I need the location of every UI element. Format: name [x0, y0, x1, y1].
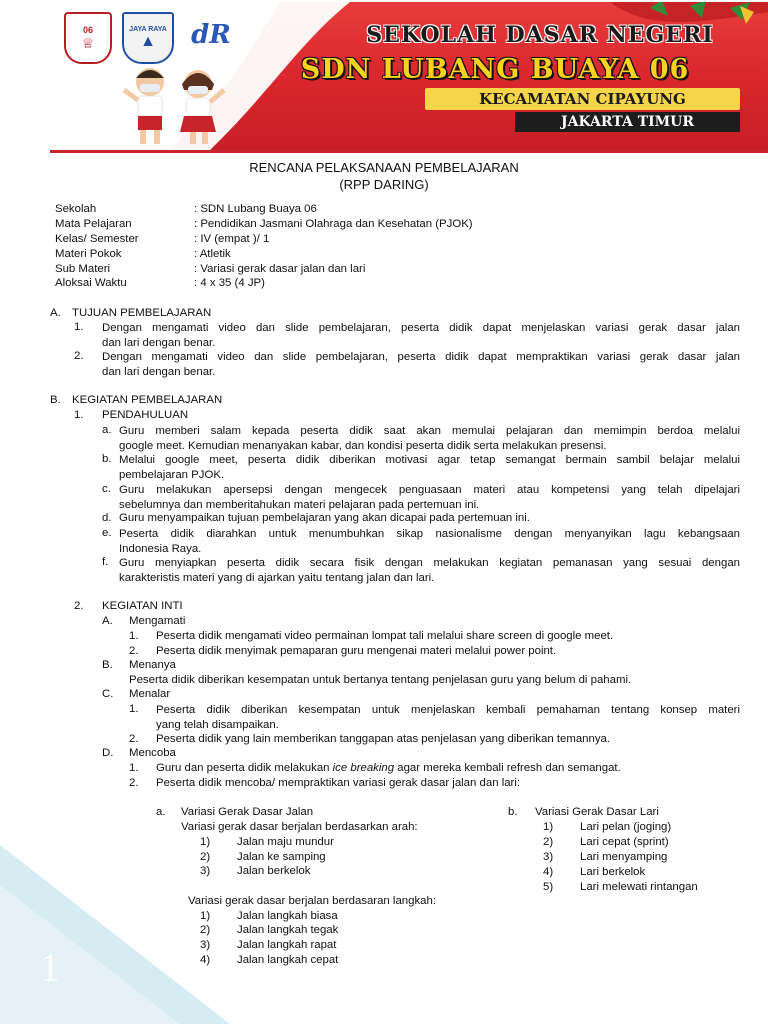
- list-item-line: sebelumnya dan memberitahukan materi pelajaran pada pertemuan ini.: [119, 498, 480, 511]
- list-number: 4): [200, 954, 211, 966]
- school-logo: [64, 12, 112, 64]
- list-item-line: Guru memberi salam kepada peserta didik saat akan memulai pelajaran dan memimpin berdoa melalui: [119, 425, 740, 437]
- list-item-line: karakteristis materi yang di ajarkan yaitu tentang jalan dan lari.: [119, 571, 435, 584]
- list-item-line: Peserta didik diarahkan untuk menumbuhkan sikap nasionalisme dengan menyanyikan lagu kebangsaan: [119, 528, 740, 540]
- list-marker: e.: [102, 527, 112, 539]
- list-number: 2.: [129, 645, 139, 657]
- section-b-marker: B.: [50, 394, 61, 406]
- list-number: 3): [200, 939, 211, 951]
- jakarta-logo-text: JAYA RAYA: [129, 25, 167, 33]
- list-item-line: Guru menyiapkan peserta didik secara fisik dengan melakukan kegiatan pemanasan yang sesuai dengan: [119, 557, 740, 569]
- list-item-text: [119, 424, 740, 453]
- list-item-text: [119, 527, 740, 556]
- activity-heading: Mencoba: [129, 747, 176, 759]
- crest-icon: ♕: [81, 34, 95, 51]
- list-item-text: [156, 703, 740, 732]
- banner-line-school-name: SDN LUBANG BUAYA 06: [300, 54, 690, 85]
- identity-value: : SDN Lubang Buaya 06: [194, 203, 317, 215]
- document-subtitle: (RPP DARING): [339, 177, 429, 192]
- list-item-text: Peserta didik mengamati video permainan lompat tali melalui share screen di google meet.: [156, 630, 614, 642]
- list-item-line: Guru melakukan apersepsi dengan mengecek penguasaan materi atau kompetensi yang telah dipelajari: [119, 484, 740, 496]
- section-a-marker: A.: [50, 307, 61, 319]
- identity-label: Kelas/ Semester: [55, 233, 139, 245]
- activity-heading: Menanya: [129, 659, 176, 671]
- list-item-text: Lari melewati rintangan: [580, 881, 698, 893]
- identity-value: : IV (empat )/ 1: [194, 233, 270, 245]
- school-banner: [50, 2, 768, 150]
- section-b-heading: KEGIATAN PEMBELAJARAN: [72, 394, 223, 406]
- variation-heading: Variasi Gerak Dasar Jalan: [181, 806, 314, 818]
- list-item-text: Peserta didik yang lain memberikan tanggapan atas penjelasan yang diberikan temannya.: [156, 733, 611, 745]
- subsection-heading: KEGIATAN INTI: [102, 600, 183, 612]
- list-number: 4): [543, 866, 554, 878]
- list-item-line: Indonesia Raya.: [119, 542, 202, 555]
- identity-label: Sub Materi: [55, 263, 111, 275]
- variation-subheading: Variasi gerak dasar berjalan berdasarkan arah:: [181, 821, 418, 833]
- list-item-text: Jalan berkelok: [237, 865, 311, 877]
- list-number: 1): [200, 836, 211, 848]
- identity-label: Mata Pelajaran: [55, 218, 132, 230]
- activity-marker: A.: [102, 615, 113, 627]
- list-item-line: yang telah disampaikan.: [156, 718, 279, 731]
- list-item-text: [102, 350, 740, 379]
- list-number: 2.: [129, 733, 139, 745]
- subsection-number: 1.: [74, 409, 84, 421]
- activity-text: Peserta didik diberikan kesempatan untuk bertanya tentang penjelasan guru yang belum di pahami.: [129, 674, 632, 686]
- activity-marker: D.: [102, 747, 114, 759]
- list-number: 2): [543, 836, 554, 848]
- list-marker: f.: [102, 556, 109, 568]
- identity-label: Sekolah: [55, 203, 97, 215]
- list-item-line: pembelajaran PJOK.: [119, 468, 225, 481]
- banner-line-school-type: SEKOLAH DASAR NEGERI: [366, 22, 714, 48]
- list-number: 1.: [129, 703, 139, 715]
- list-item-text: Lari berkelok: [580, 866, 646, 878]
- list-item-text: Lari cepat (sprint): [580, 836, 669, 848]
- variation-marker: b.: [508, 806, 518, 818]
- list-item-line: dan lari dengan benar.: [102, 336, 216, 349]
- list-item-line: Dengan mengamati video dan slide pembelajaran, peserta didik dapat mempraktikan variasi gerak dasar jalan: [102, 351, 740, 363]
- list-item-text: Jalan langkah biasa: [237, 910, 338, 922]
- section-a-heading: TUJUAN PEMBELAJARAN: [72, 307, 212, 319]
- list-number: 3): [543, 851, 554, 863]
- list-item-line: dan lari dengan benar.: [102, 365, 216, 378]
- list-item-line: Dengan mengamati video dan slide pembelajaran, peserta didik dapat menjelaskan variasi gerak dasar jalan: [102, 322, 740, 334]
- variation-heading: Variasi Gerak Dasar Lari: [535, 806, 659, 818]
- list-item-text: Jalan langkah cepat: [237, 954, 339, 966]
- list-item-text: Lari menyamping: [580, 851, 668, 863]
- education-logo: [184, 10, 238, 60]
- list-item-text: Peserta didik mencoba/ mempraktikan variasi gerak dasar jalan dan lari:: [156, 777, 521, 789]
- identity-value: : Atletik: [194, 248, 231, 260]
- list-number: 5): [543, 881, 554, 893]
- list-item-text: Jalan ke samping: [237, 851, 326, 863]
- banner-line-city: JAKARTA TIMUR: [515, 112, 740, 132]
- identity-value: : Variasi gerak dasar jalan dan lari: [194, 263, 366, 275]
- list-item-line: Melalui google meet, peserta didik diberikan motivasi agar tetap semangat bermain sambil belajar melalui: [119, 454, 740, 466]
- jakarta-logo: [122, 12, 174, 64]
- activity-marker: B.: [102, 659, 113, 671]
- page-number: 1: [40, 945, 60, 990]
- list-number: 1.: [129, 630, 139, 642]
- list-number: 1.: [74, 321, 84, 333]
- identity-label: Aloksai Waktu: [55, 277, 127, 289]
- list-item-text: Lari pelan (joging): [580, 821, 672, 833]
- list-item-line: google meet. Kemudian menanyakan kabar, dan kondisi peserta didik serta melakukan presensi.: [119, 439, 607, 452]
- list-number: 2): [200, 924, 211, 936]
- list-number: 1): [543, 821, 554, 833]
- list-marker: c.: [102, 483, 111, 495]
- activity-heading: Menalar: [129, 688, 171, 700]
- activity-marker: C.: [102, 688, 114, 700]
- corner-decoration: [0, 845, 230, 1024]
- list-item-text: Guru menyampaikan tujuan pembelajaran yang akan dicapai pada pertemuan ini.: [119, 512, 530, 524]
- list-number: 2.: [74, 350, 84, 362]
- list-item-text: Peserta didik menyimak pemaparan guru mengenai materi melalui power point.: [156, 645, 557, 657]
- list-number: 2.: [129, 777, 139, 789]
- banner-divider: [50, 150, 768, 153]
- identity-value: : Pendidikan Jasmani Olahraga dan Kesehatan (PJOK): [194, 218, 473, 230]
- list-item-text: Jalan langkah tegak: [237, 924, 339, 936]
- list-item-text: [119, 556, 740, 585]
- list-item-text: [102, 321, 740, 350]
- list-number: 1.: [129, 762, 139, 774]
- list-item-text: [119, 483, 740, 512]
- list-marker: b.: [102, 453, 112, 465]
- list-item-line: Peserta didik diberikan kesempatan untuk menjelaskan kembali pemahaman tentang konsep materi: [156, 704, 740, 716]
- list-item-text: Jalan langkah rapat: [237, 939, 337, 951]
- school-logo-text: 06: [82, 24, 93, 35]
- list-item-text: [156, 762, 621, 774]
- list-item-text: [119, 453, 740, 482]
- list-number: 3): [200, 865, 211, 877]
- variation-marker: a.: [156, 806, 166, 818]
- document-title: RENCANA PELAKSANAAN PEMBELAJARAN: [249, 160, 519, 175]
- activity-heading: Mengamati: [129, 615, 186, 627]
- list-number: 1): [200, 910, 211, 922]
- variation-subheading: Variasi gerak dasar berjalan berdasaran langkah:: [188, 895, 437, 907]
- list-marker: d.: [102, 512, 112, 524]
- list-item-text-part: Guru dan peserta didik melakukan: [156, 762, 333, 774]
- identity-label: Materi Pokok: [55, 248, 122, 260]
- identity-value: : 4 x 35 (4 JP): [194, 277, 265, 289]
- list-number: 2): [200, 851, 211, 863]
- list-item-text-emphasis: ice breaking: [332, 762, 395, 774]
- children-illustration-icon: [120, 60, 230, 150]
- subsection-heading: PENDAHULUAN: [102, 409, 189, 421]
- list-item-text: Jalan maju mundur: [237, 836, 334, 848]
- list-item-text-part: agar mereka kembali refresh dan semangat.: [394, 762, 621, 774]
- banner-line-district: KECAMATAN CIPAYUNG: [425, 88, 740, 110]
- education-logo-text: dR: [191, 20, 231, 50]
- subsection-number: 2.: [74, 600, 84, 612]
- list-marker: a.: [102, 424, 112, 436]
- monument-icon: ▲: [140, 32, 156, 50]
